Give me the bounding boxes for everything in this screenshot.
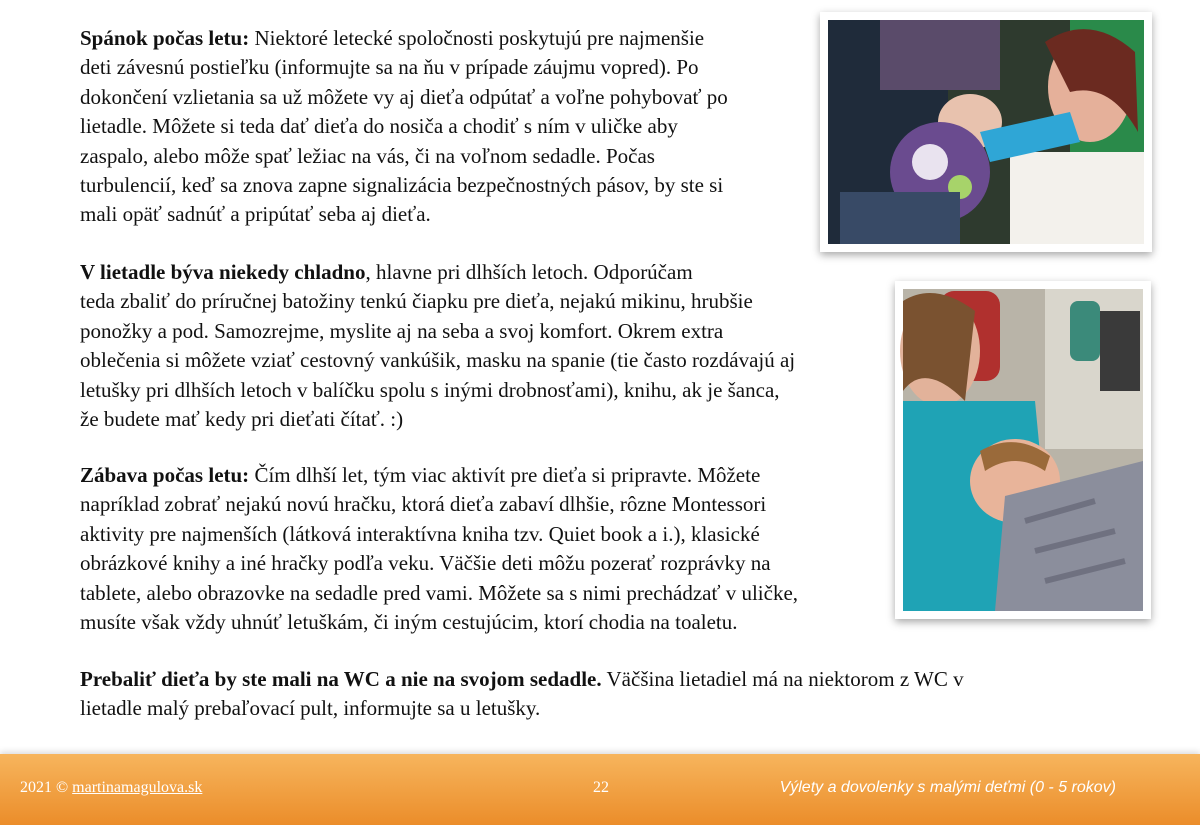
text-line: oblečenia si môžete vziať cestovný vankúšik, masku na spanie (tie často rozdávajú aj: [80, 348, 796, 373]
text-line: zaspalo, alebo môže spať ležiac na vás, či na voľnom sedadle. Počas: [80, 143, 655, 168]
text-line: že budete mať kedy pri dieťati čítať. :): [80, 407, 404, 432]
footer-site-link[interactable]: martinamagulova.sk: [72, 779, 203, 796]
text-line: ponožky a pod. Samozrejme, myslite aj na seba a svoj komfort. Okrem extra: [80, 318, 724, 343]
text-line: V lietadle býva niekedy chladno, hlavne pri dlhších letoch. Odporúčam: [80, 260, 693, 284]
footer-year: 2021: [20, 779, 52, 796]
text-line: lietadle. Môžete si teda dať dieťa do nosiča a chodiť s ním v uličke aby: [80, 114, 678, 139]
text-line: Prebaliť dieťa by ste mali na WC a nie na svojom sedadle. Väčšina lietadiel má na niektorom z WC v: [80, 667, 964, 691]
text-line: aktivity pre najmenších (látková interaktívna kniha tzv. Quiet book a i.), klasické: [80, 521, 760, 546]
paragraph-changing: [80, 665, 1120, 724]
text-line: obrázkové knihy a iné hračky podľa veku. Väčšie deti môžu pozerať rozprávky na: [80, 551, 771, 576]
paragraph-cold: [80, 258, 875, 434]
text-line: letušky pri dlhších letoch v balíčku spolu s inými drobnosťami), knihu, ak je šanca,: [80, 377, 780, 402]
text-line: musíte však vždy uhnúť letuškám, či iným cestujúcim, ktorí chodia na toaletu.: [80, 610, 738, 635]
text-line: tablete, alebo obrazovke na sedadle pred vami. Môžete sa s nimi prechádzať v uličke,: [80, 580, 799, 605]
text-line: Spánok počas letu: Niektoré letecké spoločnosti poskytujú pre najmenšie: [80, 26, 705, 50]
photo-mother-baby-carrier: [820, 12, 1152, 252]
photo-image: [895, 281, 1151, 619]
paragraph-entertainment: [80, 461, 875, 637]
book-title: Výlety a dovolenky s malými deťmi (0 - 5 rokov): [779, 779, 1116, 796]
text-line: turbulencií, keď sa znova zapne signalizácia bezpečnostných pásov, by ste si: [80, 173, 724, 198]
page-footer: [0, 754, 1200, 825]
photo-mother-sleeping-baby: [895, 281, 1151, 619]
page-number: 22: [593, 779, 609, 796]
paragraph-sleep: [80, 24, 800, 230]
text-line: dokončení vzlietania sa už môžete vy aj dieťa odpútať a voľne pohybovať po: [80, 84, 728, 109]
text-line: mali opäť sadnúť a pripútať seba aj dieťa.: [80, 202, 431, 227]
text-line: deti závesnú postieľku (informujte sa na ňu v prípade záujmu vopred). Po: [80, 55, 699, 80]
text-line: napríklad zobrať nejakú novú hračku, ktorá dieťa zabaví dlhšie, rôzne Montessori: [80, 492, 767, 517]
bold-lead: Spánok počas letu:: [80, 26, 250, 50]
text-line: lietadle malý prebaľovací pult, informujte sa u letušky.: [80, 696, 541, 721]
text-line: Zábava počas letu: Čím dlhší let, tým viac aktivít pre dieťa si pripravte. Môžete: [80, 463, 761, 487]
photo-image: [820, 12, 1152, 252]
bold-lead: V lietadle býva niekedy chladno: [80, 260, 366, 284]
bold-lead: Prebaliť dieťa by ste mali na WC a nie na svojom sedadle.: [80, 667, 602, 691]
footer-copyright: [20, 779, 202, 797]
copyright-symbol: ©: [56, 779, 69, 796]
text-line: teda zbaliť do príručnej batožiny tenkú čiapku pre dieťa, nejakú mikinu, hrubšie: [80, 289, 753, 314]
bold-lead: Zábava počas letu:: [80, 463, 250, 487]
